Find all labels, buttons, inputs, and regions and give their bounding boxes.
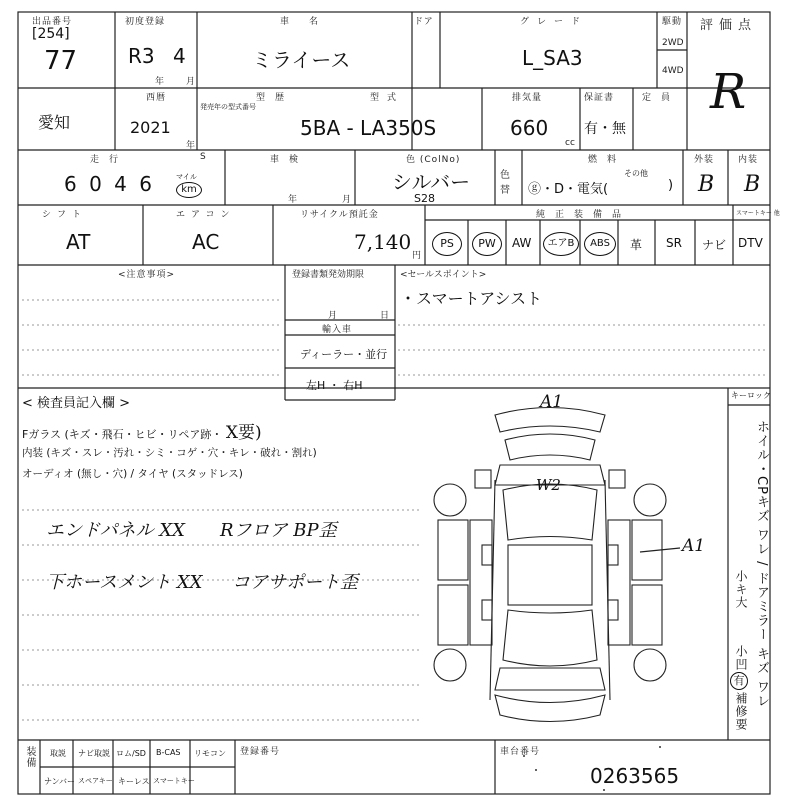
- first-reg-month: 4: [173, 44, 186, 68]
- car-name-label: 車名: [280, 17, 339, 27]
- mark-front-a1: A1: [540, 392, 564, 412]
- ext-grade: B: [698, 172, 715, 197]
- history-note: 発売年の型式番号: [200, 103, 256, 111]
- reg-deadline-label: 登録書類発効期限: [292, 270, 365, 280]
- sales-label: <セールスポイント>: [400, 270, 487, 280]
- seats-label: 定員: [642, 93, 681, 103]
- inspection-month: 月: [342, 195, 353, 205]
- lot-label: 出品番号: [32, 17, 73, 27]
- int-grade: B: [744, 172, 761, 197]
- model-code: 5BA - LA350S: [300, 116, 437, 140]
- eval-score: R: [710, 64, 747, 120]
- import-label: 輸入車: [322, 325, 353, 335]
- equip-label: 純正装備品: [536, 210, 632, 220]
- equip-dtv: DTV: [738, 236, 763, 250]
- audio-tire-line: オーディオ (無し・穴) / タイヤ (スタッドレス): [22, 468, 243, 480]
- fuel-close: ): [668, 178, 674, 193]
- chassis-label: 車台番号: [500, 747, 541, 757]
- sales-point: ・スマートアシスト: [400, 289, 543, 308]
- footer-keyless: キーレス: [118, 777, 150, 786]
- footer-spare-key: スペアキー: [78, 777, 113, 785]
- footer-number: ナンバー: [44, 777, 76, 786]
- grade-label: グレード: [520, 17, 589, 27]
- shift-label: シフト: [42, 210, 88, 220]
- footer-rom-sd: ロム/SD: [116, 749, 146, 758]
- unit-km: km: [176, 182, 202, 198]
- shift-value: AT: [66, 230, 91, 254]
- drive-2wd: 2WD: [662, 38, 684, 48]
- footer-category: 装備: [24, 746, 35, 768]
- cc-label: 排気量: [512, 93, 543, 103]
- mark-pointer: [640, 548, 680, 552]
- history-label: 型歴: [256, 93, 295, 103]
- grade: L_SA3: [522, 46, 583, 70]
- drive-4wd: 4WD: [662, 66, 684, 76]
- footer-navi-manual: ナビ取説: [78, 749, 110, 758]
- fuel-options: ⓖ・D・電気(: [528, 182, 609, 197]
- handle-side: 左H ・ 右H: [306, 379, 363, 392]
- chassis-number: 0263565: [590, 764, 680, 788]
- footer-smart-key: スマートキー: [153, 777, 195, 785]
- fglass-line: [22, 418, 262, 443]
- year-unit-2: 年: [186, 141, 197, 151]
- interior-line: 内装 (キズ・スレ・汚れ・シミ・コゲ・穴・キレ・破れ・割れ): [22, 447, 317, 459]
- color-code: S28: [414, 192, 435, 205]
- equip-abs: ABS: [584, 232, 616, 256]
- equip-leather: 革: [630, 238, 643, 252]
- lot-number: 77: [44, 46, 78, 76]
- first-reg-era: R3: [128, 44, 155, 68]
- color-label: 色 (ColNo): [406, 155, 461, 165]
- mark-roof-w2: W2: [536, 476, 561, 494]
- dealer-parallel: ディーラー・並行: [300, 348, 388, 361]
- smartkey-label: スマートキー 他: [736, 210, 780, 217]
- equip-ps: PS: [432, 232, 462, 256]
- small-dent-note: 小凹: [734, 645, 748, 671]
- warranty-value: 有・無: [584, 121, 626, 137]
- mark-side-a1: A1: [682, 536, 706, 556]
- ac-value: AC: [192, 230, 220, 254]
- equip-sr: SR: [666, 236, 682, 250]
- car-name: ミライース: [252, 48, 351, 72]
- first-reg-label: 初度登録: [125, 17, 166, 27]
- cc-unit: cc: [565, 138, 575, 148]
- recycle-amount: 7,140: [354, 230, 412, 254]
- year-label: 西暦: [146, 93, 167, 103]
- repair-note: 補修要: [734, 692, 748, 731]
- warranty-label: 保証書: [584, 93, 615, 103]
- inspection-label: 車検: [270, 155, 309, 165]
- door-label: ドア: [414, 17, 434, 27]
- lot-bracket: [254]: [32, 26, 70, 42]
- reg-month: 月: [328, 311, 339, 321]
- footer-bcas: B-CAS: [156, 748, 181, 757]
- eval-label: 評価点: [700, 18, 758, 33]
- fuel-other: その他: [624, 169, 648, 178]
- color-value: シルバー: [392, 170, 471, 194]
- equip-pw: PW: [472, 232, 502, 256]
- color-change-label: 色替: [500, 170, 510, 196]
- wheel-mirror-note: ホイル・CPキズ ワレ / ドアミラー キズ ワレ: [754, 420, 769, 708]
- recycle-label: リサイクル預託金: [300, 210, 379, 220]
- inspection-year: 年: [288, 195, 299, 205]
- car-outline: [434, 408, 666, 722]
- mileage-label: 走行: [90, 155, 129, 165]
- footer-manual: 取説: [50, 749, 66, 758]
- hand-note-2a: 下ホースメント XX: [46, 572, 203, 593]
- small-scratch-note: 小キ大: [734, 570, 748, 609]
- unit-mile: マイル: [176, 173, 197, 181]
- equip-navi: ナビ: [702, 238, 727, 252]
- s-label: S: [200, 152, 207, 162]
- fglass-label: Fガラス (キズ・飛石・ヒビ・リペア跡・: [22, 428, 223, 441]
- month-unit: 月: [186, 77, 197, 87]
- small-dent-mark: 有: [730, 672, 748, 690]
- int-label: 内装: [738, 155, 759, 165]
- year-unit: 年: [155, 77, 166, 87]
- fuel-label: 燃料: [588, 155, 627, 165]
- hand-note-1b: Rフロア BP歪: [220, 520, 337, 541]
- mileage-value: 6 0 4 6: [64, 172, 155, 196]
- ext-label: 外装: [694, 155, 715, 165]
- fglass-mark: X要): [225, 423, 262, 443]
- hand-note-2b: コアサポート歪: [232, 572, 358, 593]
- inspector-title: < 検査員記入欄 >: [22, 396, 131, 411]
- footer-remote: リモコン: [194, 749, 226, 758]
- keylock-label: キーロック: [731, 391, 771, 400]
- reg-day: 日: [380, 311, 391, 321]
- region: 愛知: [38, 113, 71, 132]
- drive-label: 駆動: [662, 17, 683, 27]
- model-label: 型式: [370, 93, 405, 103]
- equip-aw: AW: [512, 236, 532, 250]
- recycle-unit: 円: [412, 251, 423, 261]
- ac-label: エアコン: [176, 210, 236, 220]
- cc-value: 660: [510, 116, 549, 140]
- hand-note-1a: エンドパネル XX: [46, 520, 185, 541]
- caution-label: <注意事項>: [118, 270, 176, 280]
- reg-number-label: 登録番号: [240, 747, 281, 757]
- year: 2021: [130, 118, 171, 137]
- equip-airbag: エアB: [543, 232, 579, 256]
